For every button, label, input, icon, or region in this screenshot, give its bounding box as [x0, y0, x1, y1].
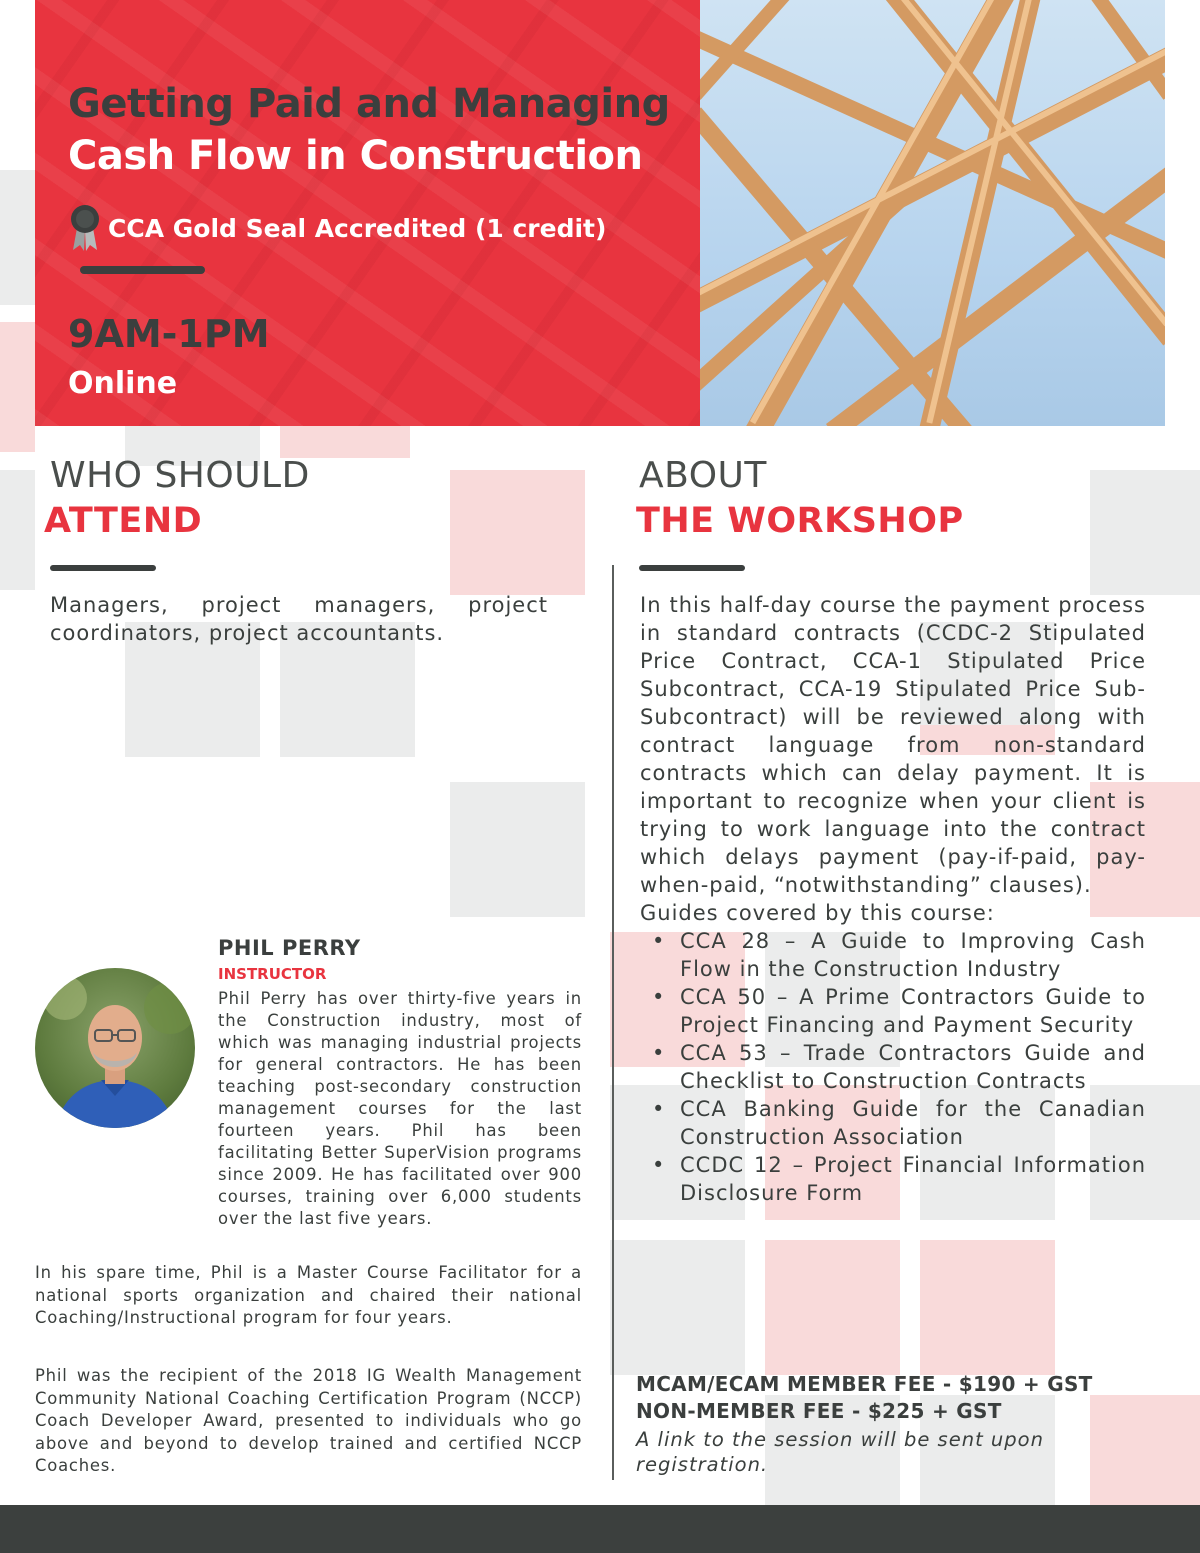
bg-square [1090, 1395, 1200, 1505]
list-item: • CCA 50 – A Prime Contractors Guide to Project Financing and Payment Security [640, 983, 1146, 1039]
guides-list [640, 927, 1146, 1207]
instructor-role: INSTRUCTOR [218, 965, 327, 983]
bg-square [0, 470, 35, 590]
list-item: • CCA 28 – A Guide to Improving Cash Flow in the Construction Industry [640, 927, 1146, 983]
guides-intro: Guides covered by this course: [640, 901, 995, 925]
list-item: • CCDC 12 – Project Financial Information Disclosure Form [640, 1151, 1146, 1207]
registration-note: A link to the session will be sent upon registration. [636, 1428, 1044, 1476]
instructor-bio: Phil Perry has over thirty-five years in the Construction industry, most of which was managing industrial projects for general contractors. He has been teaching post-secondary construction management courses for the last fourteen years. Phil has been facilitating Better SuperVision programs since 2009. He has facilitated over 900 courses, training over 6,000 students over the last five years. [218, 989, 582, 1228]
bg-square [0, 322, 35, 452]
about-divider [639, 565, 745, 571]
who-divider [50, 565, 156, 571]
bg-square [450, 470, 585, 595]
instructor-paragraph-2: In his spare time, Phil is a Master Course Facilitator for a national sports organization and chaired their national Coaching/Instructional program for four years. [35, 1263, 582, 1327]
about-text: In this half-day course the payment process in standard contracts (CCDC-2 Stipulated Price Contract, CCA-1 Stipulated Price Subcontract, CCA-19 Stipulated Price Sub-Subcontract) will be reviewed along with contract language from non-standard contracts which can delay payment. It is important to recognize when your client is trying to work language into the contract which delays payment (pay-if-paid, pay-when-paid, “notwithstanding” clauses). [640, 593, 1146, 897]
bg-square [0, 170, 35, 305]
title-line-2: Cash Flow in Construction [68, 133, 643, 179]
page-title [68, 78, 708, 182]
instructor-paragraph-3: Phil was the recipient of the 2018 IG Wealth Management Community National Coaching Certification Program (NCCP) Coach Developer Award, presented to individuals who go above and beyond to develop trained and certified NCCP Coaches. [35, 1366, 582, 1475]
bg-square [765, 1240, 900, 1375]
seal-ribbon-icon [68, 204, 102, 252]
bg-square [450, 782, 585, 917]
about-heading-thin: ABOUT [639, 455, 767, 496]
who-heading-thin: WHO SHOULD [50, 455, 310, 496]
event-mode: Online [68, 366, 178, 401]
footer-bar [0, 1505, 1200, 1553]
hero-divider [80, 266, 205, 274]
bg-square [610, 1240, 745, 1375]
who-heading-bold: ATTEND [44, 501, 203, 541]
member-fee: MCAM/ECAM MEMBER FEE - $190 + GST [636, 1372, 1093, 1396]
title-line-1: Getting Paid and Managing [68, 81, 670, 127]
list-item: • CCA 53 – Trade Contractors Guide and Checklist to Construction Contracts [640, 1039, 1146, 1095]
bg-square [1090, 470, 1200, 595]
list-item: • CCA Banking Guide for the Canadian Construction Association [640, 1095, 1146, 1151]
who-text: Managers, project managers, project coordinators, project accountants. [50, 593, 548, 645]
accreditation-badge [68, 204, 606, 252]
hero-photo-timber-frame [700, 0, 1165, 426]
bg-square [920, 1240, 1055, 1375]
timber-frame-illustration [700, 0, 1165, 426]
about-heading-bold: THE WORKSHOP [636, 501, 964, 541]
column-divider [612, 565, 614, 1480]
instructor-name: PHIL PERRY [218, 936, 361, 960]
about-section [640, 591, 1146, 1207]
event-time: 9AM-1PM [68, 312, 270, 356]
accreditation-text: CCA Gold Seal Accredited (1 credit) [108, 213, 607, 243]
bg-square [280, 426, 410, 458]
non-member-fee: NON-MEMBER FEE - $225 + GST [636, 1399, 1002, 1423]
instructor-photo [35, 968, 195, 1128]
